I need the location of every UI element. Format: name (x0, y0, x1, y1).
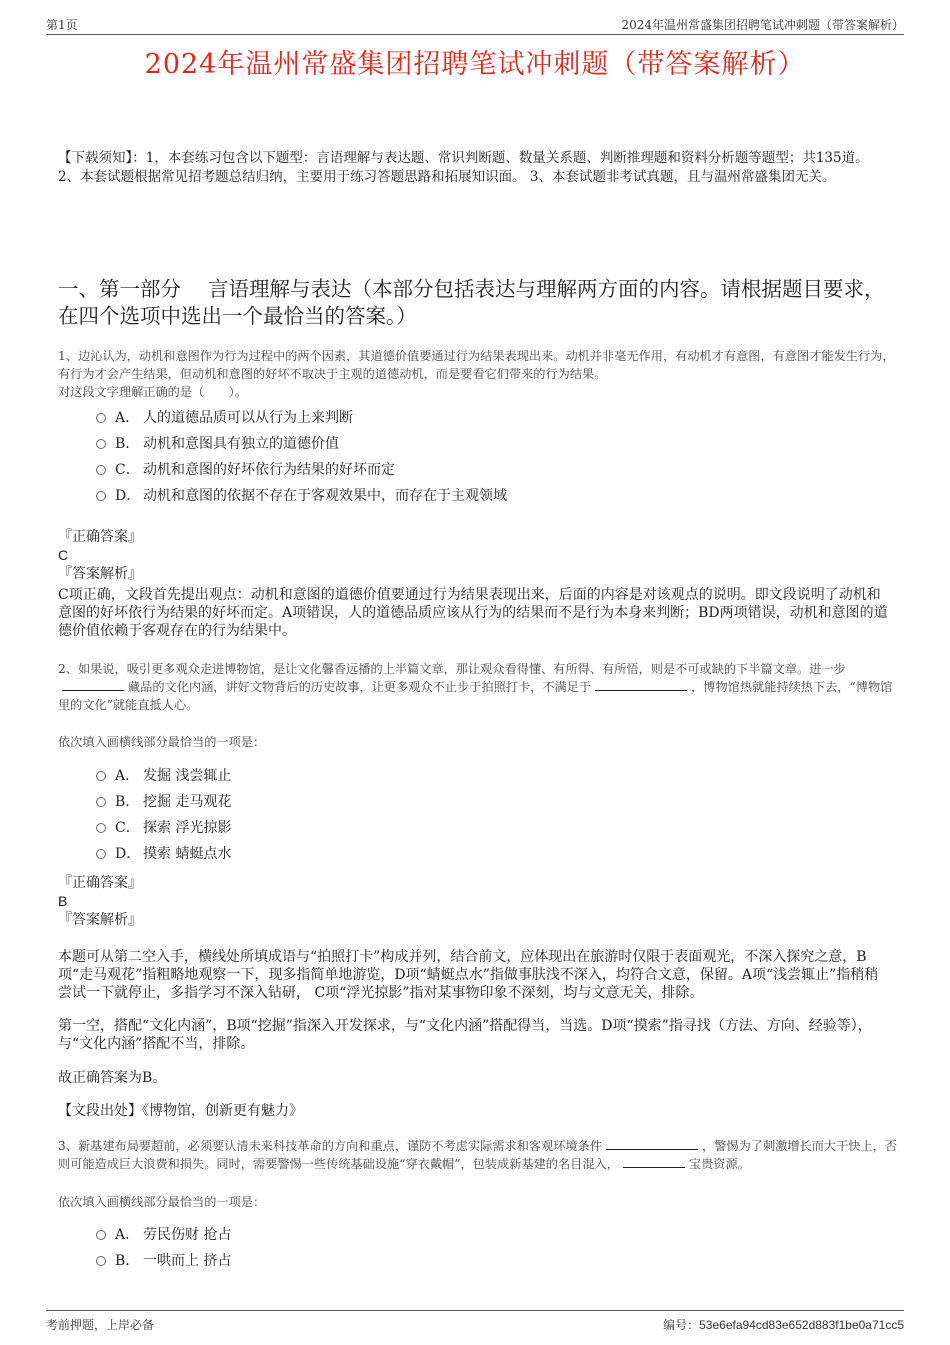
question-2-analysis-p2: 第一空，搭配“文化内涵”，B项“挖掘”指深入开发探求，与“文化内涵”搭配得当，当选。D项“摸索”指寻找（方法、方向、经验等），与“文化内涵”搭配不当，排除。 (58, 1018, 872, 1052)
fill-blank (623, 1155, 685, 1168)
question-1-prompt: 对这段文字理解正确的是（ ）。 (58, 385, 247, 399)
question-3-stem: 3、新基建布局要超前，必须要认清未来科技革命的方向和重点，谨防不考虑实际需求和客观环境条件 ，警惕为了刺激增长而大干快上，否则可能造成巨大浪费和损失。同时，需要警惕一些传统基础设施“穿衣戴帽”，包装成新基建的名目混入， 宝贵资源。 (58, 1139, 898, 1171)
radio-icon[interactable] (96, 439, 106, 449)
fill-blank (62, 678, 124, 691)
question-2-analysis-p3: 故正确答案为B。 (58, 1070, 167, 1086)
answer-label: 『正确答案』 (58, 529, 142, 545)
option-b[interactable]: B． 动机和意图具有独立的道德价值 (96, 431, 507, 457)
fill-blank (595, 678, 687, 691)
radio-icon[interactable] (96, 465, 106, 475)
radio-icon[interactable] (96, 413, 106, 423)
footer-slogan: 考前押题，上岸必备 (46, 1318, 155, 1332)
page-number: 第1页 (46, 18, 78, 32)
radio-icon[interactable] (96, 849, 106, 859)
option-a[interactable]: A． 劳民伤财 抢占 (96, 1222, 231, 1248)
answer-value: C (58, 547, 69, 563)
option-b[interactable]: B． 一哄而上 挤占 (96, 1248, 231, 1274)
radio-icon[interactable] (96, 1256, 106, 1266)
running-title: 2024年温州常盛集团招聘笔试冲刺题（带答案解析） (621, 18, 904, 32)
option-c[interactable]: C． 动机和意图的好坏依行为结果的好坏而定 (96, 457, 507, 483)
document-id: 编号：53e6efa94cd83e652d883f1be0a71cc5 (663, 1318, 904, 1332)
running-header (46, 14, 904, 35)
page-title: 2024年温州常盛集团招聘笔试冲刺题（带答案解析） (144, 49, 806, 80)
section-heading: 一、第一部分 言语理解与表达（本部分包括表达与理解两方面的内容。请根据题目要求，在四个选项中选出一个最恰当的答案。） (58, 277, 885, 328)
analysis-label: 『答案解析』 (58, 912, 142, 928)
radio-icon[interactable] (96, 797, 106, 807)
question-1-analysis: C项正确，文段首先提出观点：动机和意图的道德价值要通过行为结果表现出来，后面的内容是对该观点的说明。即文段说明了动机和意图的好坏依行为结果的好坏而定。A项错误，人的道德品质应该从行为的结果而不是行为本身来判断；BD两项错误，动机和意图的道德价值依赖于客观存在的行为结果中。 (58, 587, 888, 639)
question-3-options (96, 1222, 231, 1274)
radio-icon[interactable] (96, 491, 106, 501)
option-d[interactable]: D． 动机和意图的依据不存在于客观效果中，而存在于主观领域 (96, 483, 507, 509)
option-d[interactable]: D． 摸索 蜻蜓点水 (96, 841, 231, 867)
option-a[interactable]: A． 发掘 浅尝辄止 (96, 763, 231, 789)
page-footer (46, 1310, 904, 1337)
fill-blank (606, 1137, 698, 1150)
question-1-options (96, 405, 507, 509)
answer-value: B (58, 893, 68, 909)
question-1-stem: 1、边沁认为，动机和意图作为行为过程中的两个因素，其道德价值要通过行为结果表现出来。动机并非毫无作用，有动机才有意图，有意图才能发生行为，有行为才会产生结果，但动机和意图的好坏不取决于主观的道德动机，而是要看它们带来的行为结果。 (58, 349, 895, 381)
question-2-answer (58, 874, 900, 929)
option-b[interactable]: B． 挖掘 走马观花 (96, 789, 231, 815)
question-2-prompt: 依次填入画横线部分最恰当的一项是： (58, 735, 266, 749)
question-1 (58, 347, 900, 401)
download-notice: 【下载须知】：1，本套练习包含以下题型：言语理解与表达题、常识判断题、数量关系题、判断推理题和资料分析题等题型；共135道。 2、本套试题根据常见招考题总结归纳，主要用于练习答题思路和拓展知识面。 3、本套试题非考试真题，且与温州常盛集团无关。 (58, 150, 869, 185)
question-2-analysis-p1: 本题可从第二空入手，横线处所填成语与“拍照打卡”构成并列，结合前文，应体现出在旅游时仅限于表面观光，不深入探究之意，B项“走马观花”指粗略地观察一下，现多指简单地游览，D项“蜻蜓点水”指做事肤浅不深入，均符合文意，保留。A项“浅尝辄止”指稍稍尝试一下就停止，多指学习不深入钻研， C项“浮光掠影”指对某事物印象不深刻，均与文意无关，排除。 (58, 949, 879, 1001)
question-1-answer (58, 528, 900, 583)
question-2-stem: 2、如果说，吸引更多观众走进博物馆，是让文化馨香远播的上半篇文章，那让观众看得懂、有所得、有所悟，则是不可或缺的下半篇文章。进一步藏品的文化内涵，讲好文物背后的历史故事，让更多观众不止步于拍照打卡，不满足于 ，博物馆热就能持续热下去，“博物馆里的文化”就能直抵人心。 (58, 662, 893, 712)
question-2-options (96, 763, 231, 867)
question-2-source: 【文段出处】《博物馆，创新更有魅力》 (58, 1103, 303, 1119)
option-a[interactable]: A． 人的道德品质可以从行为上来判断 (96, 405, 507, 431)
option-c[interactable]: C． 探索 浮光掠影 (96, 815, 231, 841)
radio-icon[interactable] (96, 771, 106, 781)
radio-icon[interactable] (96, 823, 106, 833)
radio-icon[interactable] (96, 1230, 106, 1240)
answer-label: 『正确答案』 (58, 875, 142, 891)
question-3-prompt: 依次填入画横线部分最恰当的一项是： (58, 1195, 266, 1209)
analysis-label: 『答案解析』 (58, 566, 142, 582)
